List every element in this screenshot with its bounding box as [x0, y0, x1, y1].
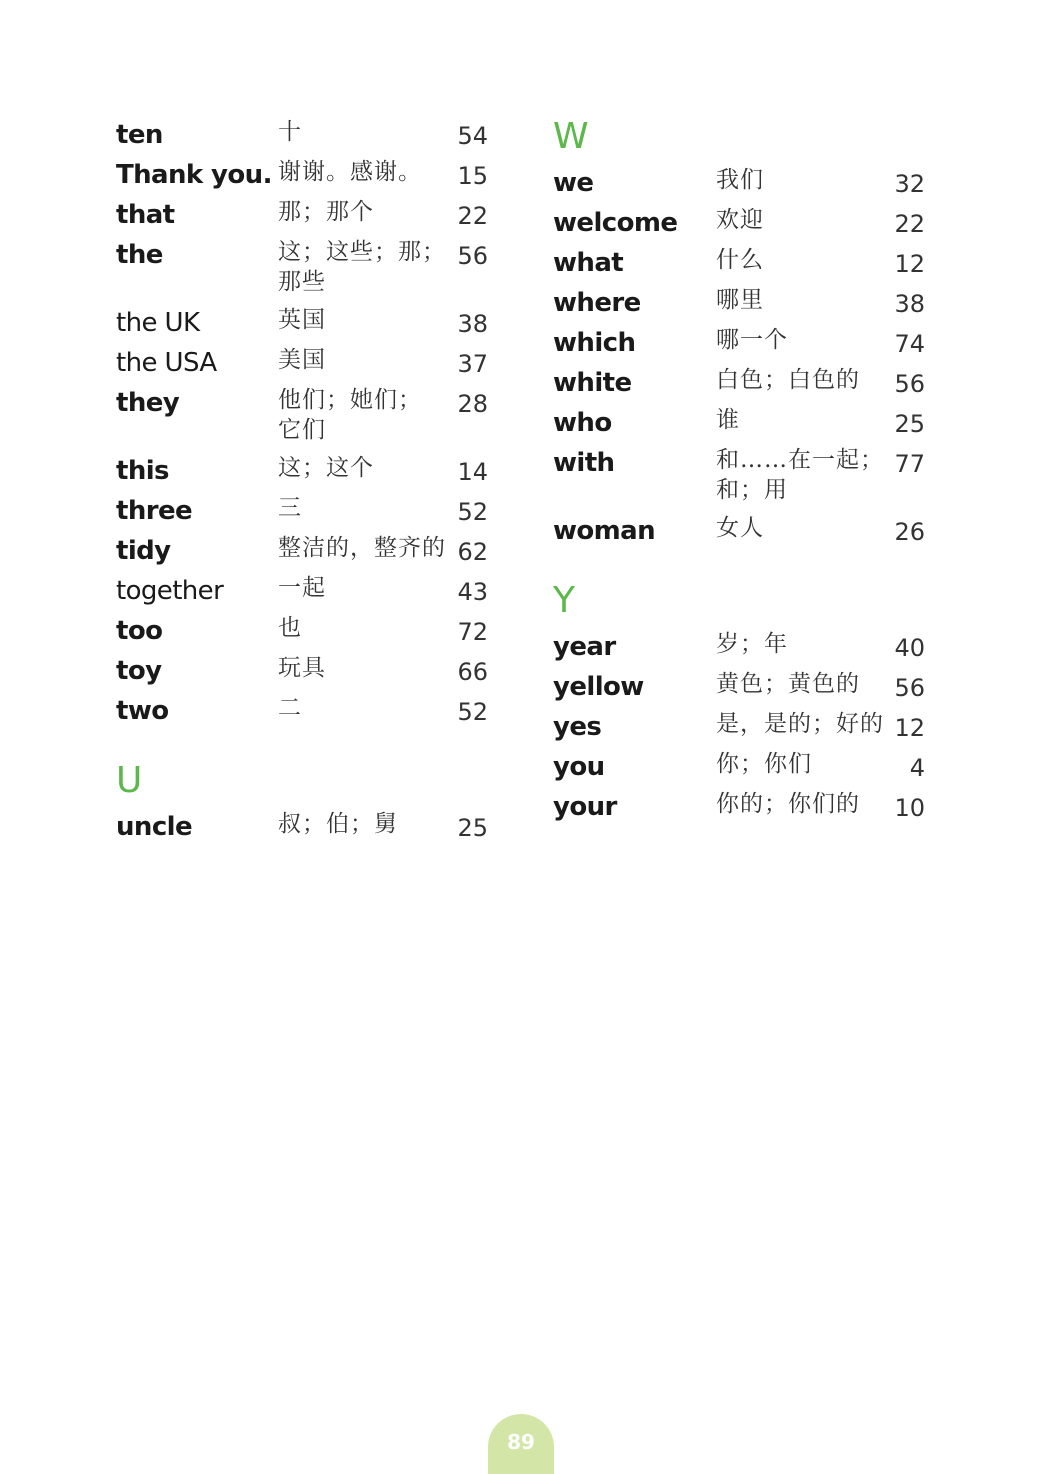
entry-translation: 一起 — [278, 575, 326, 601]
entry-translation: 哪里 — [716, 287, 764, 313]
entry-translation: 这；这个 — [278, 455, 374, 481]
entry-page: 22 — [457, 202, 488, 230]
entry-word: welcome — [553, 208, 678, 238]
entry-translation: 你；你们 — [716, 751, 812, 777]
glossary-entry — [116, 192, 496, 232]
entry-page: 52 — [457, 498, 488, 526]
entry-word: toy — [116, 656, 162, 686]
entry-translation: 整洁的，整齐的 — [278, 535, 446, 561]
entry-page: 12 — [894, 714, 925, 742]
entry-word: yellow — [553, 672, 644, 702]
entry-translation: 白色；白色的 — [716, 367, 860, 393]
glossary-entry — [553, 280, 933, 320]
glossary-entry — [116, 568, 496, 608]
entry-word: the UK — [116, 308, 200, 338]
entry-page: 66 — [457, 658, 488, 686]
entry-translation: 哪一个 — [716, 327, 788, 353]
entry-page: 12 — [894, 250, 925, 278]
glossary-entry — [553, 508, 933, 548]
translation-line: 这；这些；那； — [278, 239, 446, 265]
entry-translation: 谢谢。感谢。 — [278, 159, 422, 185]
entry-word: ten — [116, 120, 163, 150]
entry-translation — [716, 445, 884, 505]
entry-word: which — [553, 328, 636, 358]
entry-page: 4 — [909, 754, 925, 782]
entry-page: 25 — [457, 814, 488, 842]
translation-line: 和；用 — [716, 477, 788, 503]
entry-translation: 女人 — [716, 515, 764, 541]
glossary-entry — [553, 744, 933, 784]
entry-word: where — [553, 288, 641, 318]
entry-translation: 谁 — [716, 407, 740, 433]
entry-page: 40 — [894, 634, 925, 662]
entry-translation: 三 — [278, 495, 302, 521]
glossary-entry — [553, 440, 933, 508]
entry-page: 62 — [457, 538, 488, 566]
glossary-entry — [553, 784, 933, 824]
entry-word: white — [553, 368, 632, 398]
glossary-entry — [116, 340, 496, 380]
glossary-entry — [553, 704, 933, 744]
entry-word: we — [553, 168, 594, 198]
glossary-entry — [116, 648, 496, 688]
glossary-entry — [553, 400, 933, 440]
entry-word: yes — [553, 712, 602, 742]
entry-translation: 黄色；黄色的 — [716, 671, 860, 697]
section-letter-y — [553, 576, 933, 624]
entry-word: too — [116, 616, 163, 646]
entry-word: who — [553, 408, 612, 438]
glossary-entry — [553, 664, 933, 704]
entry-translation: 叔；伯；舅 — [278, 811, 398, 837]
translation-line: 和……在一起； — [716, 447, 884, 473]
section-letter-u — [116, 756, 496, 804]
page-number: 89 — [507, 1430, 535, 1454]
entry-translation: 岁；年 — [716, 631, 788, 657]
glossary-entry — [553, 200, 933, 240]
entry-page: 38 — [457, 310, 488, 338]
glossary-entry — [553, 320, 933, 360]
entry-translation: 欢迎 — [716, 207, 764, 233]
entry-word: the — [116, 240, 163, 270]
entry-word: tidy — [116, 536, 171, 566]
entry-page: 15 — [457, 162, 488, 190]
glossary-entry — [116, 112, 496, 152]
page-number-badge — [488, 1414, 554, 1474]
entry-translation: 二 — [278, 695, 302, 721]
entry-page: 43 — [457, 578, 488, 606]
entry-word: woman — [553, 516, 656, 546]
entry-page: 56 — [457, 242, 488, 270]
entry-word: two — [116, 696, 169, 726]
entry-word: what — [553, 248, 624, 278]
translation-line: 它们 — [278, 417, 326, 443]
entry-word: uncle — [116, 812, 192, 842]
entry-translation: 玩具 — [278, 655, 326, 681]
entry-translation: 那；那个 — [278, 199, 374, 225]
entry-page: 26 — [894, 518, 925, 546]
entry-word: that — [116, 200, 175, 230]
left-column — [116, 112, 496, 844]
translation-line: 那些 — [278, 269, 326, 295]
entry-page: 25 — [894, 410, 925, 438]
glossary-entry — [553, 160, 933, 200]
entry-word: the USA — [116, 348, 217, 378]
glossary-entry — [553, 360, 933, 400]
entry-word: together — [116, 576, 224, 606]
entry-page: 56 — [894, 674, 925, 702]
right-column — [553, 112, 933, 824]
entry-page: 10 — [894, 794, 925, 822]
glossary-entry — [116, 232, 496, 300]
entry-word: with — [553, 448, 615, 478]
entry-word: you — [553, 752, 605, 782]
entry-translation: 十 — [278, 119, 302, 145]
entry-translation — [278, 237, 446, 297]
glossary-entry — [553, 624, 933, 664]
translation-line: 他们；她们； — [278, 387, 422, 413]
section-letter: U — [116, 760, 143, 801]
entry-translation: 什么 — [716, 247, 764, 273]
entry-page: 37 — [457, 350, 488, 378]
glossary-entry — [116, 488, 496, 528]
entry-page: 74 — [894, 330, 925, 358]
glossary-entry — [116, 152, 496, 192]
entry-page: 38 — [894, 290, 925, 318]
entry-page: 32 — [894, 170, 925, 198]
entry-word: your — [553, 792, 617, 822]
glossary-entry — [116, 804, 496, 844]
glossary-entry — [553, 240, 933, 280]
entry-translation: 也 — [278, 615, 302, 641]
glossary-entry — [116, 300, 496, 340]
entry-translation: 英国 — [278, 307, 326, 333]
entry-page: 28 — [457, 390, 488, 418]
entry-translation: 你的；你们的 — [716, 791, 860, 817]
section-letter: Y — [553, 580, 575, 621]
entry-translation: 美国 — [278, 347, 326, 373]
glossary-entry — [116, 528, 496, 568]
entry-page: 14 — [457, 458, 488, 486]
entry-page: 22 — [894, 210, 925, 238]
glossary-entry — [116, 448, 496, 488]
section-letter: W — [553, 116, 589, 157]
entry-word: year — [553, 632, 616, 662]
glossary-entry — [116, 608, 496, 648]
glossary-entry — [116, 380, 496, 448]
entry-word: they — [116, 388, 180, 418]
entry-word: three — [116, 496, 193, 526]
entry-translation: 是，是的；好的 — [716, 711, 884, 737]
entry-translation: 我们 — [716, 167, 764, 193]
entry-word: this — [116, 456, 169, 486]
entry-page: 72 — [457, 618, 488, 646]
entry-page: 52 — [457, 698, 488, 726]
entry-word: Thank you. — [116, 160, 272, 190]
entry-page: 54 — [457, 122, 488, 150]
entry-page: 77 — [894, 450, 925, 478]
section-letter-w — [553, 112, 933, 160]
entry-translation — [278, 385, 422, 445]
entry-page: 56 — [894, 370, 925, 398]
glossary-entry — [116, 688, 496, 728]
